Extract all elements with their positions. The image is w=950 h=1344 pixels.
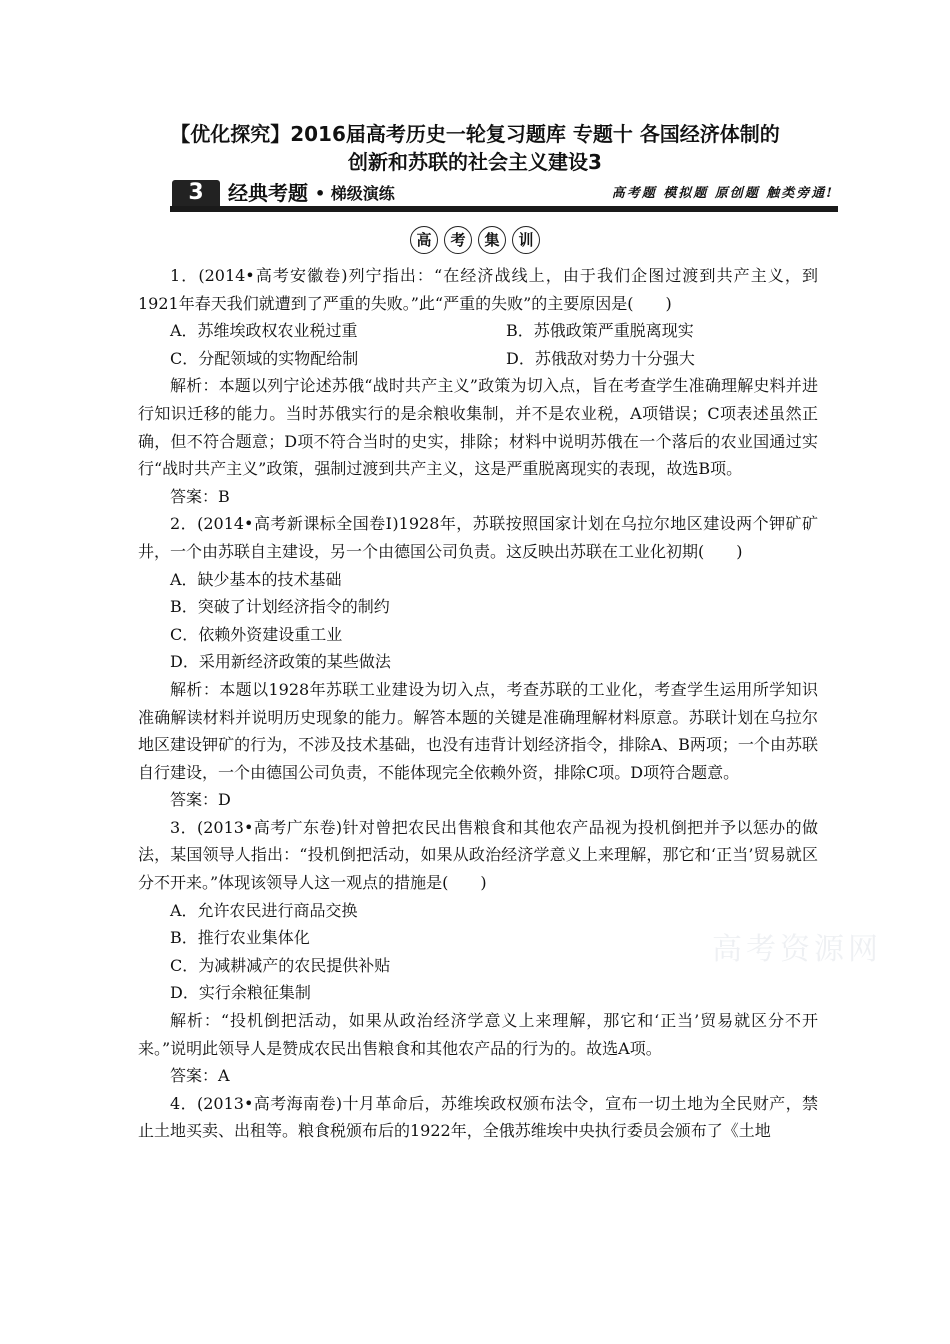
watermark: 高考资源网 (712, 932, 882, 967)
analysis-text: 解析：本题以1928年苏联工业建设为切入点，考查苏联的工业化，考查学生运用所学知识准确解读材料并说明历史现象的能力。解答本题的关键是准确理解材料原意。苏联计划在乌拉尔地区建设钾矿的行为，不涉及技术基础，也没有违背计划经济指令，排除A、B两项；一个由苏联自行建设，一个由德国公司负责，不能体现完全依赖外资，排除C项。D项符合题意。 (138, 679, 818, 782)
answer-text: 答案：A (170, 1066, 230, 1086)
option: D．实行余粮征集制 (170, 983, 311, 1003)
option: A．苏维埃政权农业税过重 (170, 321, 358, 341)
option: B．苏俄政策严重脱离现实 (506, 321, 694, 341)
option: C．为减耕减产的农民提供补贴 (170, 955, 391, 975)
option: A．允许农民进行商品交换 (170, 900, 358, 920)
question-list (138, 262, 818, 1145)
banner-bar (170, 206, 838, 212)
answer-text: 答案：D (170, 790, 231, 810)
document-title (0, 120, 950, 176)
option: C．依赖外资建设重工业 (170, 624, 343, 644)
section-heading (0, 226, 950, 254)
answer-text: 答案：B (170, 486, 230, 506)
option-row (138, 317, 818, 345)
banner-sub-label: • 梯级演练 (315, 184, 395, 203)
question-stem: 1．(2014•高考安徽卷)列宁指出：“在经济战线上，由于我们企图过渡到共产主义，到1921年春天我们就遭到了严重的失败。”此“严重的失败”的主要原因是( ) (138, 266, 818, 313)
question-stem: 2．(2014•高考新课标全国卷Ⅰ)1928年，苏联按照国家计划在乌拉尔地区建设两个钾矿矿井，一个由苏联自主建设，另一个由德国公司负责。这反映出苏联在工业化初期( ) (138, 514, 818, 561)
option: B．推行农业集体化 (170, 928, 310, 948)
title-line-1: 【优化探究】2016届高考历史一轮复习题库 专题十 各国经济体制的 (170, 122, 780, 146)
question-stem: 4．(2013•高考海南卷)十月革命后，苏维埃政权颁布法令，宣布一切土地为全民财产，禁止土地买卖、出租等。粮食税颁布后的1922年，全俄苏维埃中央执行委员会颁布了《土地 (138, 1093, 818, 1141)
title-line-2: 创新和苏联的社会主义建设3 (348, 150, 602, 174)
question-stem: 3．(2013•高考广东卷)针对曾把农民出售粮食和其他农产品视为投机倒把并予以惩办的做法，某国领导人指出：“投机倒把活动，如果从政治经济学意义上来理解，那它和‘正当’贸易就区分不开来。”体现该领导人这一观点的措施是( ) (138, 817, 818, 893)
heading-chip: 考 (444, 226, 472, 254)
option-row (138, 345, 818, 373)
option: A．缺少基本的技术基础 (170, 569, 342, 589)
banner-number: 3 (172, 180, 220, 206)
heading-chip: 高 (410, 226, 438, 254)
option: B．突破了计划经济指令的制约 (170, 597, 390, 617)
analysis-text: 解析：“投机倒把活动，如果从政治经济学意义上来理解，那它和‘正当’贸易就区分不开来。”说明此领导人是赞成农民出售粮食和其他农产品的行为的。故选A项。 (138, 1011, 818, 1058)
section-banner (170, 180, 838, 212)
heading-chip: 训 (512, 226, 540, 254)
option: D．苏俄敌对势力十分强大 (506, 348, 695, 368)
analysis-text: 解析：本题以列宁论述苏俄“战时共产主义”政策为切入点，旨在考查学生准确理解史料并进行知识迁移的能力。当时苏俄实行的是余粮收集制，并不是农业税，A项错误；C项表述虽然正确，但不符合题意；D项不符合当时的史实，排除；材料中说明苏俄在一个落后的农业国通过实行“战时共产主义”政策，强制过渡到共产主义，这是严重脱离现实的表现，故选B项。 (138, 376, 818, 479)
banner-main-label: 经典考题 (228, 181, 308, 205)
option: C．分配领域的实物配给制 (170, 348, 359, 368)
banner-slogan: 高考题 模拟题 原创题 触类旁通! (611, 186, 834, 201)
heading-chip: 集 (478, 226, 506, 254)
option: D．采用新经济政策的某些做法 (170, 652, 391, 672)
